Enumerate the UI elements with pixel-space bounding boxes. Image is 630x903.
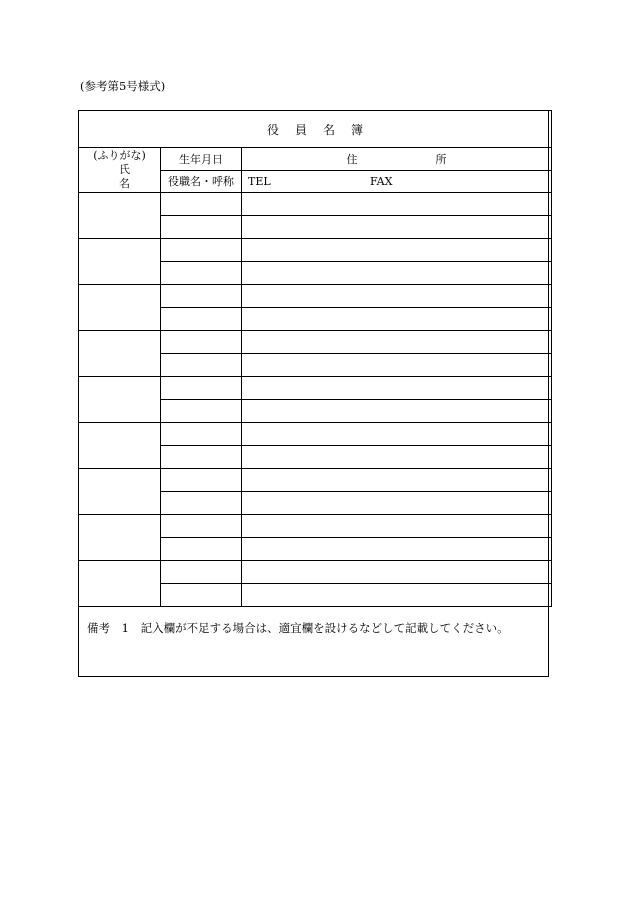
address-entry-cell[interactable]: [242, 285, 552, 308]
tel-fax-header: [242, 170, 552, 193]
address-entry-cell[interactable]: [242, 239, 552, 262]
position-entry-cell[interactable]: [161, 354, 242, 377]
tel-fax-entry-cell[interactable]: [242, 400, 552, 423]
tel-fax-entry-cell[interactable]: [242, 538, 552, 561]
position-entry-cell[interactable]: [161, 538, 242, 561]
remarks-note: 記入欄が不足する場合は、適宜欄を設けるなどして記載してください。: [140, 621, 509, 635]
remarks-text: [87, 620, 517, 636]
furigana-label: (ふりがな): [93, 149, 146, 162]
name-label: 氏名: [119, 163, 170, 190]
tel-fax-entry-cell[interactable]: [242, 308, 552, 331]
tel-fax-entry-cell[interactable]: [242, 216, 552, 239]
table-row: [79, 239, 552, 262]
birthdate-header: 生年月日: [161, 148, 242, 171]
name-entry-cell[interactable]: [79, 561, 161, 607]
address-header: [242, 148, 552, 171]
birthdate-entry-cell[interactable]: [161, 331, 242, 354]
position-entry-cell[interactable]: [161, 308, 242, 331]
address-entry-cell[interactable]: [242, 377, 552, 400]
form-title-cell: [79, 111, 552, 148]
position-entry-cell[interactable]: [161, 216, 242, 239]
position-entry-cell[interactable]: [161, 262, 242, 285]
tel-fax-entry-cell[interactable]: [242, 262, 552, 285]
form-reference-number: (参考第5号様式): [80, 79, 166, 93]
table-row: [79, 515, 552, 538]
position-entry-cell[interactable]: [161, 492, 242, 515]
address-entry-cell[interactable]: [242, 561, 552, 584]
name-entry-cell[interactable]: [79, 239, 161, 285]
birthdate-entry-cell[interactable]: [161, 377, 242, 400]
table-row: [79, 285, 552, 308]
name-entry-cell[interactable]: [79, 377, 161, 423]
address-entry-cell[interactable]: [242, 423, 552, 446]
name-entry-cell[interactable]: [79, 331, 161, 377]
roster-table: [78, 110, 552, 607]
address-entry-cell[interactable]: [242, 469, 552, 492]
birthdate-entry-cell[interactable]: [161, 469, 242, 492]
position-header: 役職名・呼称: [161, 170, 242, 193]
address-label: 住所: [346, 152, 525, 166]
remarks-number: 1: [121, 621, 129, 635]
table-row: [79, 331, 552, 354]
name-entry-cell[interactable]: [79, 285, 161, 331]
tel-fax-entry-cell[interactable]: [242, 492, 552, 515]
name-entry-cell[interactable]: [79, 469, 161, 515]
roster-body: [79, 193, 552, 607]
address-entry-cell[interactable]: [242, 331, 552, 354]
table-row: [79, 469, 552, 492]
birthdate-entry-cell[interactable]: [161, 193, 242, 216]
remarks-section: [79, 606, 548, 676]
birthdate-entry-cell[interactable]: [161, 285, 242, 308]
address-entry-cell[interactable]: [242, 193, 552, 216]
remarks-label: 備考: [87, 621, 110, 635]
birthdate-entry-cell[interactable]: [161, 423, 242, 446]
table-row: [79, 423, 552, 446]
name-entry-cell[interactable]: [79, 193, 161, 239]
table-row: [79, 193, 552, 216]
tel-label: TEL: [248, 174, 271, 188]
address-entry-cell[interactable]: [242, 515, 552, 538]
form-title: 役員名簿: [267, 122, 380, 137]
tel-fax-entry-cell[interactable]: [242, 354, 552, 377]
officer-roster-form: [78, 110, 549, 677]
position-entry-cell[interactable]: [161, 584, 242, 607]
name-entry-cell[interactable]: [79, 515, 161, 561]
table-row: [79, 377, 552, 400]
birthdate-entry-cell[interactable]: [161, 561, 242, 584]
fax-label: FAX: [370, 174, 393, 188]
position-entry-cell[interactable]: [161, 446, 242, 469]
position-entry-cell[interactable]: [161, 400, 242, 423]
name-entry-cell[interactable]: [79, 423, 161, 469]
birthdate-entry-cell[interactable]: [161, 515, 242, 538]
name-header: [79, 148, 170, 193]
tel-fax-entry-cell[interactable]: [242, 446, 552, 469]
table-row: [79, 561, 552, 584]
birthdate-entry-cell[interactable]: [161, 239, 242, 262]
tel-fax-entry-cell[interactable]: [242, 584, 552, 607]
